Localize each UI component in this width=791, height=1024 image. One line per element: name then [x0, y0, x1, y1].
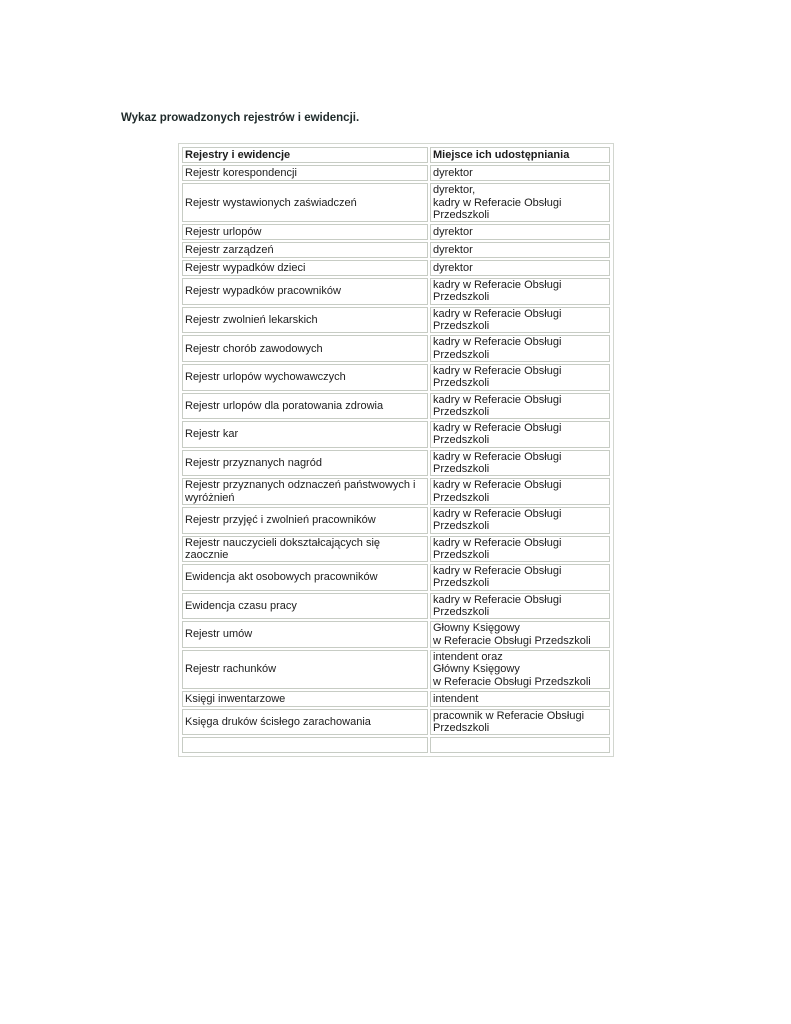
register-name-cell: Rejestr chorób zawodowych: [182, 335, 428, 362]
access-place-cell: [430, 507, 610, 534]
access-place-line: Przedszkoli: [433, 348, 490, 361]
access-place-line: Przedszkoli: [433, 491, 490, 504]
access-place-line: dyrektor: [433, 226, 473, 239]
register-name-cell: Rejestr przyjęć i zwolnień pracowników: [182, 507, 428, 534]
access-place-cell: [430, 260, 610, 276]
access-place-line: kadry w Referacie Obsługi: [433, 536, 562, 549]
table-row: [182, 536, 610, 563]
access-place-line: pracownik w Referacie Obsługi: [433, 709, 585, 722]
access-place-cell: [430, 536, 610, 563]
table-row: [182, 650, 610, 689]
register-name-cell: Księgi inwentarzowe: [182, 691, 428, 707]
registers-table: [180, 145, 612, 755]
access-place-line: Przedszkoli: [433, 291, 490, 304]
table-row: [182, 165, 610, 181]
access-place-line: Przedszkoli: [433, 548, 490, 561]
access-place-cell: [430, 242, 610, 258]
register-name-cell: Księga druków ścisłego zarachowania: [182, 709, 428, 736]
access-place-cell: [430, 593, 610, 620]
access-place-cell: [430, 165, 610, 181]
header-place: Miejsce ich udostępniania: [430, 147, 610, 163]
table-row: [182, 564, 610, 591]
access-place-line: Przedszkoli: [433, 377, 490, 390]
header-registers: Rejestry i ewidencje: [182, 147, 428, 163]
table-row: [182, 421, 610, 448]
register-name-cell: Rejestr umów: [182, 621, 428, 648]
register-name-cell: Rejestr urlopów wychowawczych: [182, 364, 428, 391]
register-name-cell: Rejestr przyznanych odznaczeń państwowych i wyróżnień: [182, 478, 428, 505]
access-place-line: dyrektor,: [433, 184, 476, 197]
table-row: [182, 260, 610, 276]
register-name-cell: Rejestr zwolnień lekarskich: [182, 307, 428, 334]
table-row: [182, 393, 610, 420]
table-row: [182, 593, 610, 620]
access-place-line: Główny Księgowy: [433, 663, 520, 676]
register-name-cell: Rejestr przyznanych nagród: [182, 450, 428, 477]
access-place-line: w Referacie Obsługi Przedszkoli: [433, 675, 591, 688]
table-row: [182, 278, 610, 305]
table-row: [182, 478, 610, 505]
access-place-line: kadry w Referacie Obsługi: [433, 479, 562, 492]
access-place-cell: [430, 224, 610, 240]
table-header-row: [182, 147, 610, 163]
access-place-line: Przedszkoli: [433, 320, 490, 333]
empty-cell: [430, 737, 610, 753]
access-place-line: intendent oraz: [433, 650, 503, 663]
access-place-line: Przedszkoli: [433, 606, 490, 619]
access-place-cell: [430, 621, 610, 648]
access-place-line: kadry w Referacie Obsługi: [433, 593, 562, 606]
access-place-line: Przedszkoli: [433, 722, 490, 735]
access-place-line: Głowny Księgowy: [433, 622, 520, 635]
register-name-cell: Ewidencja akt osobowych pracowników: [182, 564, 428, 591]
access-place-cell: [430, 478, 610, 505]
table-row: [182, 364, 610, 391]
access-place-cell: [430, 421, 610, 448]
registers-table-frame: [178, 143, 614, 757]
empty-cell: [182, 737, 428, 753]
table-row: [182, 307, 610, 334]
access-place-line: kadry w Referacie Obsługi: [433, 364, 562, 377]
access-place-line: kadry w Referacie Obsługi: [433, 450, 562, 463]
access-place-cell: [430, 278, 610, 305]
access-place-cell: [430, 564, 610, 591]
register-name-cell: Rejestr zarządzeń: [182, 242, 428, 258]
access-place-cell: [430, 307, 610, 334]
register-name-cell: Rejestr rachunków: [182, 650, 428, 689]
register-name-cell: Ewidencja czasu pracy: [182, 593, 428, 620]
empty-table-row: [182, 737, 610, 753]
register-name-cell: Rejestr wypadków pracowników: [182, 278, 428, 305]
access-place-line: kadry w Referacie Obsługi: [433, 422, 562, 435]
access-place-line: w Referacie Obsługi Przedszkoli: [433, 634, 591, 647]
access-place-cell: [430, 393, 610, 420]
access-place-cell: [430, 650, 610, 689]
register-name-cell: Rejestr wystawionych zaświadczeń: [182, 183, 428, 222]
table-row: [182, 450, 610, 477]
access-place-line: dyrektor: [433, 167, 473, 180]
access-place-line: kadry w Referacie Obsługi: [433, 565, 562, 578]
access-place-line: kadry w Referacie Obsługi: [433, 307, 562, 320]
access-place-line: Przedszkoli: [433, 434, 490, 447]
access-place-line: kadry w Referacie Obsługi: [433, 196, 562, 209]
table-row: [182, 621, 610, 648]
register-name-cell: Rejestr urlopów dla poratowania zdrowia: [182, 393, 428, 420]
table-row: [182, 709, 610, 736]
access-place-line: intendent: [433, 692, 479, 705]
access-place-line: dyrektor: [433, 244, 473, 257]
access-place-line: Przedszkoli: [433, 520, 490, 533]
register-name-cell: Rejestr wypadków dzieci: [182, 260, 428, 276]
table-row: [182, 335, 610, 362]
access-place-line: Przedszkoli: [433, 463, 490, 476]
access-place-line: kadry w Referacie Obsługi: [433, 393, 562, 406]
table-row: [182, 242, 610, 258]
access-place-cell: [430, 450, 610, 477]
table-row: [182, 691, 610, 707]
access-place-line: kadry w Referacie Obsługi: [433, 507, 562, 520]
access-place-cell: [430, 364, 610, 391]
table-row: [182, 507, 610, 534]
access-place-cell: [430, 709, 610, 736]
access-place-cell: [430, 691, 610, 707]
access-place-line: dyrektor: [433, 262, 473, 275]
access-place-cell: [430, 335, 610, 362]
table-row: [182, 224, 610, 240]
access-place-cell: [430, 183, 610, 222]
access-place-line: Przedszkoli: [433, 208, 490, 221]
page-title: Wykaz prowadzonych rejestrów i ewidencji.: [121, 112, 360, 124]
access-place-line: Przedszkoli: [433, 577, 490, 590]
access-place-line: kadry w Referacie Obsługi: [433, 279, 562, 292]
register-name-cell: Rejestr urlopów: [182, 224, 428, 240]
access-place-line: Przedszkoli: [433, 405, 490, 418]
register-name-cell: Rejestr nauczycieli dokształcających się zaocznie: [182, 536, 428, 563]
access-place-line: kadry w Referacie Obsługi: [433, 336, 562, 349]
table-row: [182, 183, 610, 222]
register-name-cell: Rejestr korespondencji: [182, 165, 428, 181]
register-name-cell: Rejestr kar: [182, 421, 428, 448]
